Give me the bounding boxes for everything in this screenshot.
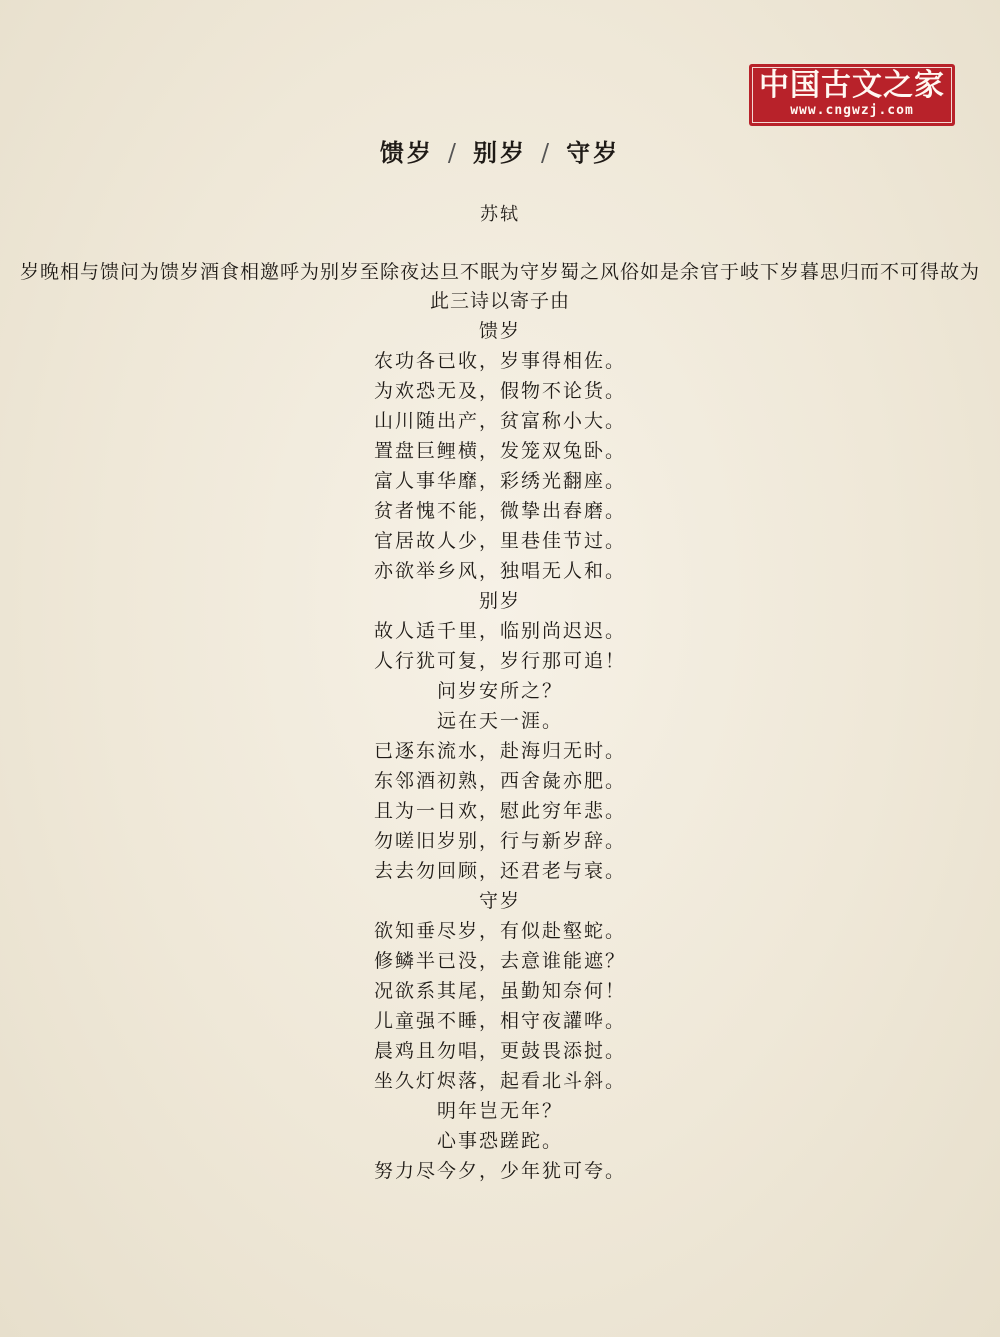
poem-line: 儿童强不睡，相守夜讙哗。 bbox=[373, 1010, 626, 1032]
poem-body bbox=[0, 316, 1000, 1186]
poem-line: 远在天一涯。 bbox=[436, 710, 563, 732]
poem-line: 亦欲举乡风，独唱无人和。 bbox=[373, 560, 626, 582]
title-part: 别岁 bbox=[473, 138, 527, 167]
poem-line: 故人适千里，临别尚迟迟。 bbox=[373, 620, 626, 642]
title-separator: / bbox=[447, 139, 459, 167]
poem-line: 问岁安所之？ bbox=[436, 680, 563, 702]
author-name: 苏轼 bbox=[480, 204, 520, 225]
poem-line: 富人事华靡，彩绣光翻座。 bbox=[373, 470, 626, 492]
poem-heading: 别岁 bbox=[478, 590, 521, 612]
poem-line: 修鳞半已没，去意谁能遮？ bbox=[373, 950, 626, 972]
site-logo-seal[interactable] bbox=[749, 64, 955, 126]
poem-heading: 守岁 bbox=[478, 890, 521, 912]
poem-line: 且为一日欢，慰此穷年悲。 bbox=[373, 800, 626, 822]
poem-line: 已逐东流水，赴海归无时。 bbox=[373, 740, 626, 762]
preface-text: 岁晚相与馈问为馈岁酒食相邀呼为别岁至除夜达旦不眠为守岁蜀之风俗如是余官于岐下岁暮思归而不可得故为此三诗以寄子由 bbox=[20, 261, 981, 312]
poem-line: 贫者愧不能，微挚出舂磨。 bbox=[373, 500, 626, 522]
poem-line: 为欢恐无及，假物不论货。 bbox=[373, 380, 626, 402]
poem-line: 人行犹可复，岁行那可追！ bbox=[373, 650, 626, 672]
page-title bbox=[0, 136, 1000, 170]
poem-line: 官居故人少，里巷佳节过。 bbox=[373, 530, 626, 552]
poem-line: 心事恐蹉跎。 bbox=[436, 1130, 563, 1152]
poem-line: 努力尽今夕，少年犹可夸。 bbox=[373, 1160, 626, 1182]
poem-line: 山川随出产，贫富称小大。 bbox=[373, 410, 626, 432]
poem-line: 晨鸡且勿唱，更鼓畏添挝。 bbox=[373, 1040, 626, 1062]
poem-line: 置盘巨鲤横，发笼双兔卧。 bbox=[373, 440, 626, 462]
poem-heading: 馈岁 bbox=[478, 320, 521, 342]
poem-line: 去去勿回顾，还君老与衰。 bbox=[373, 860, 626, 882]
poem-line: 农功各已收，岁事得相佐。 bbox=[373, 350, 626, 372]
poem-line: 坐久灯烬落，起看北斗斜。 bbox=[373, 1070, 626, 1092]
poem-line: 明年岂无年？ bbox=[436, 1100, 563, 1122]
title-part: 守岁 bbox=[566, 138, 621, 167]
title-part: 馈岁 bbox=[379, 138, 434, 167]
logo-url: www.cngwzj.com bbox=[790, 103, 914, 118]
poem-line: 况欲系其尾，虽勤知奈何！ bbox=[373, 980, 626, 1002]
title-separator: / bbox=[541, 139, 553, 167]
logo-name: 中国古文之家 bbox=[759, 68, 945, 103]
poem-line: 欲知垂尽岁，有似赴壑蛇。 bbox=[373, 920, 626, 942]
poem-line: 勿嗟旧岁别，行与新岁辞。 bbox=[373, 830, 626, 852]
poem-line: 东邻酒初熟，西舍彘亦肥。 bbox=[373, 770, 626, 792]
